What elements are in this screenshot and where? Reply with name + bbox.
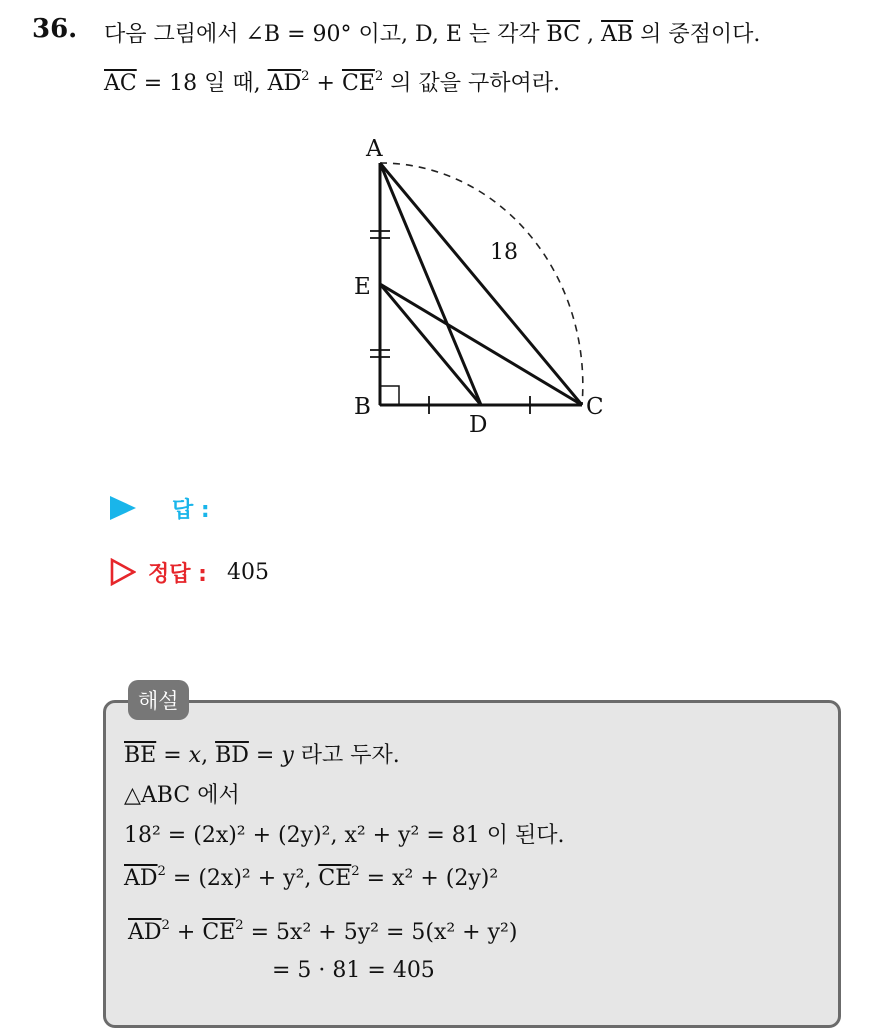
answer-row [110, 492, 210, 524]
right-angle-mark [380, 386, 399, 405]
segment-bd: $\overline{BD}$ [215, 743, 249, 768]
solution-line-2: △ABC 에서 [124, 783, 240, 808]
question-text: 의 값을 구하여라. [383, 71, 561, 96]
exponent: 2 [161, 918, 170, 934]
segment-ce-line [380, 284, 582, 405]
question-text: 의 중점이다. [633, 22, 761, 47]
segment-ad: $\overline{AD}$ [267, 71, 302, 96]
solution-text: , [201, 743, 216, 768]
exponent: 2 [301, 69, 310, 85]
exponent: 2 [235, 918, 244, 934]
solution-text: = [156, 743, 189, 768]
solution-text: = [248, 743, 282, 768]
solution-line-1 [124, 738, 400, 769]
solution-line-4 [124, 866, 498, 891]
question-text: + [309, 71, 342, 96]
triangle-figure [340, 130, 640, 450]
solution-tab: 해설 [128, 680, 189, 720]
segment-ce: $\overline{CE}$ [341, 71, 375, 96]
segment-ad: $\overline{AD}$ [124, 866, 158, 891]
outline-triangle-icon [110, 558, 136, 586]
solution-text: = x² + (2y)² [359, 866, 499, 891]
question-text-line-1 [104, 17, 760, 48]
label-c: C [586, 394, 604, 420]
play-triangle-icon [110, 496, 136, 520]
label-b: B [354, 394, 371, 420]
solution-text: = (2x)² + y², [165, 866, 319, 891]
segment-ce: $\overline{CE}$ [202, 920, 236, 945]
exponent: 2 [351, 864, 360, 880]
segment-ad-line [380, 163, 481, 405]
question-text: 다음 그림에서 [104, 22, 246, 47]
solution-line-3: 18² = (2x)² + (2y)², x² + y² = 81 이 된다. [124, 823, 565, 848]
label-a: A [366, 136, 383, 162]
question-text: , [580, 22, 602, 47]
label-d: D [469, 412, 488, 438]
exponent: 2 [157, 864, 166, 880]
segment-ad: $\overline{AD}$ [128, 920, 162, 945]
solution-text: 라고 두자. [293, 743, 400, 768]
exponent: 2 [374, 69, 384, 85]
question-text: = 18 일 때, [136, 71, 268, 96]
segment-be: $\overline{BE}$ [124, 743, 157, 768]
correct-answer-row [110, 556, 269, 588]
solution-text: = 5x² + 5y² = 5(x² + y²) [243, 920, 518, 945]
label-e: E [354, 274, 371, 300]
correct-answer-value: 405 [226, 559, 269, 585]
side-ac [380, 163, 582, 405]
solution-text: + [169, 920, 203, 945]
answer-label: 답 : [172, 497, 210, 523]
segment-ed-line [380, 284, 481, 405]
solution-line-5 [128, 920, 517, 945]
segment-bc: $\overline{BC}$ [546, 22, 581, 47]
label-18: 18 [490, 240, 518, 265]
question-text-line-2 [104, 66, 560, 97]
segment-ac: $\overline{AC}$ [104, 71, 137, 96]
var-x: x [188, 743, 202, 768]
correct-answer-label: 정답 : [148, 561, 207, 587]
solution-line-6: = 5 · 81 = 405 [272, 958, 435, 983]
question-number: 36. [32, 14, 78, 44]
segment-ce: $\overline{CE}$ [318, 866, 352, 891]
question-text: ∠B = 90° 이고, D, E 는 각각 [245, 22, 547, 47]
segment-ab: $\overline{AB}$ [601, 22, 634, 47]
var-y: y [281, 743, 294, 768]
